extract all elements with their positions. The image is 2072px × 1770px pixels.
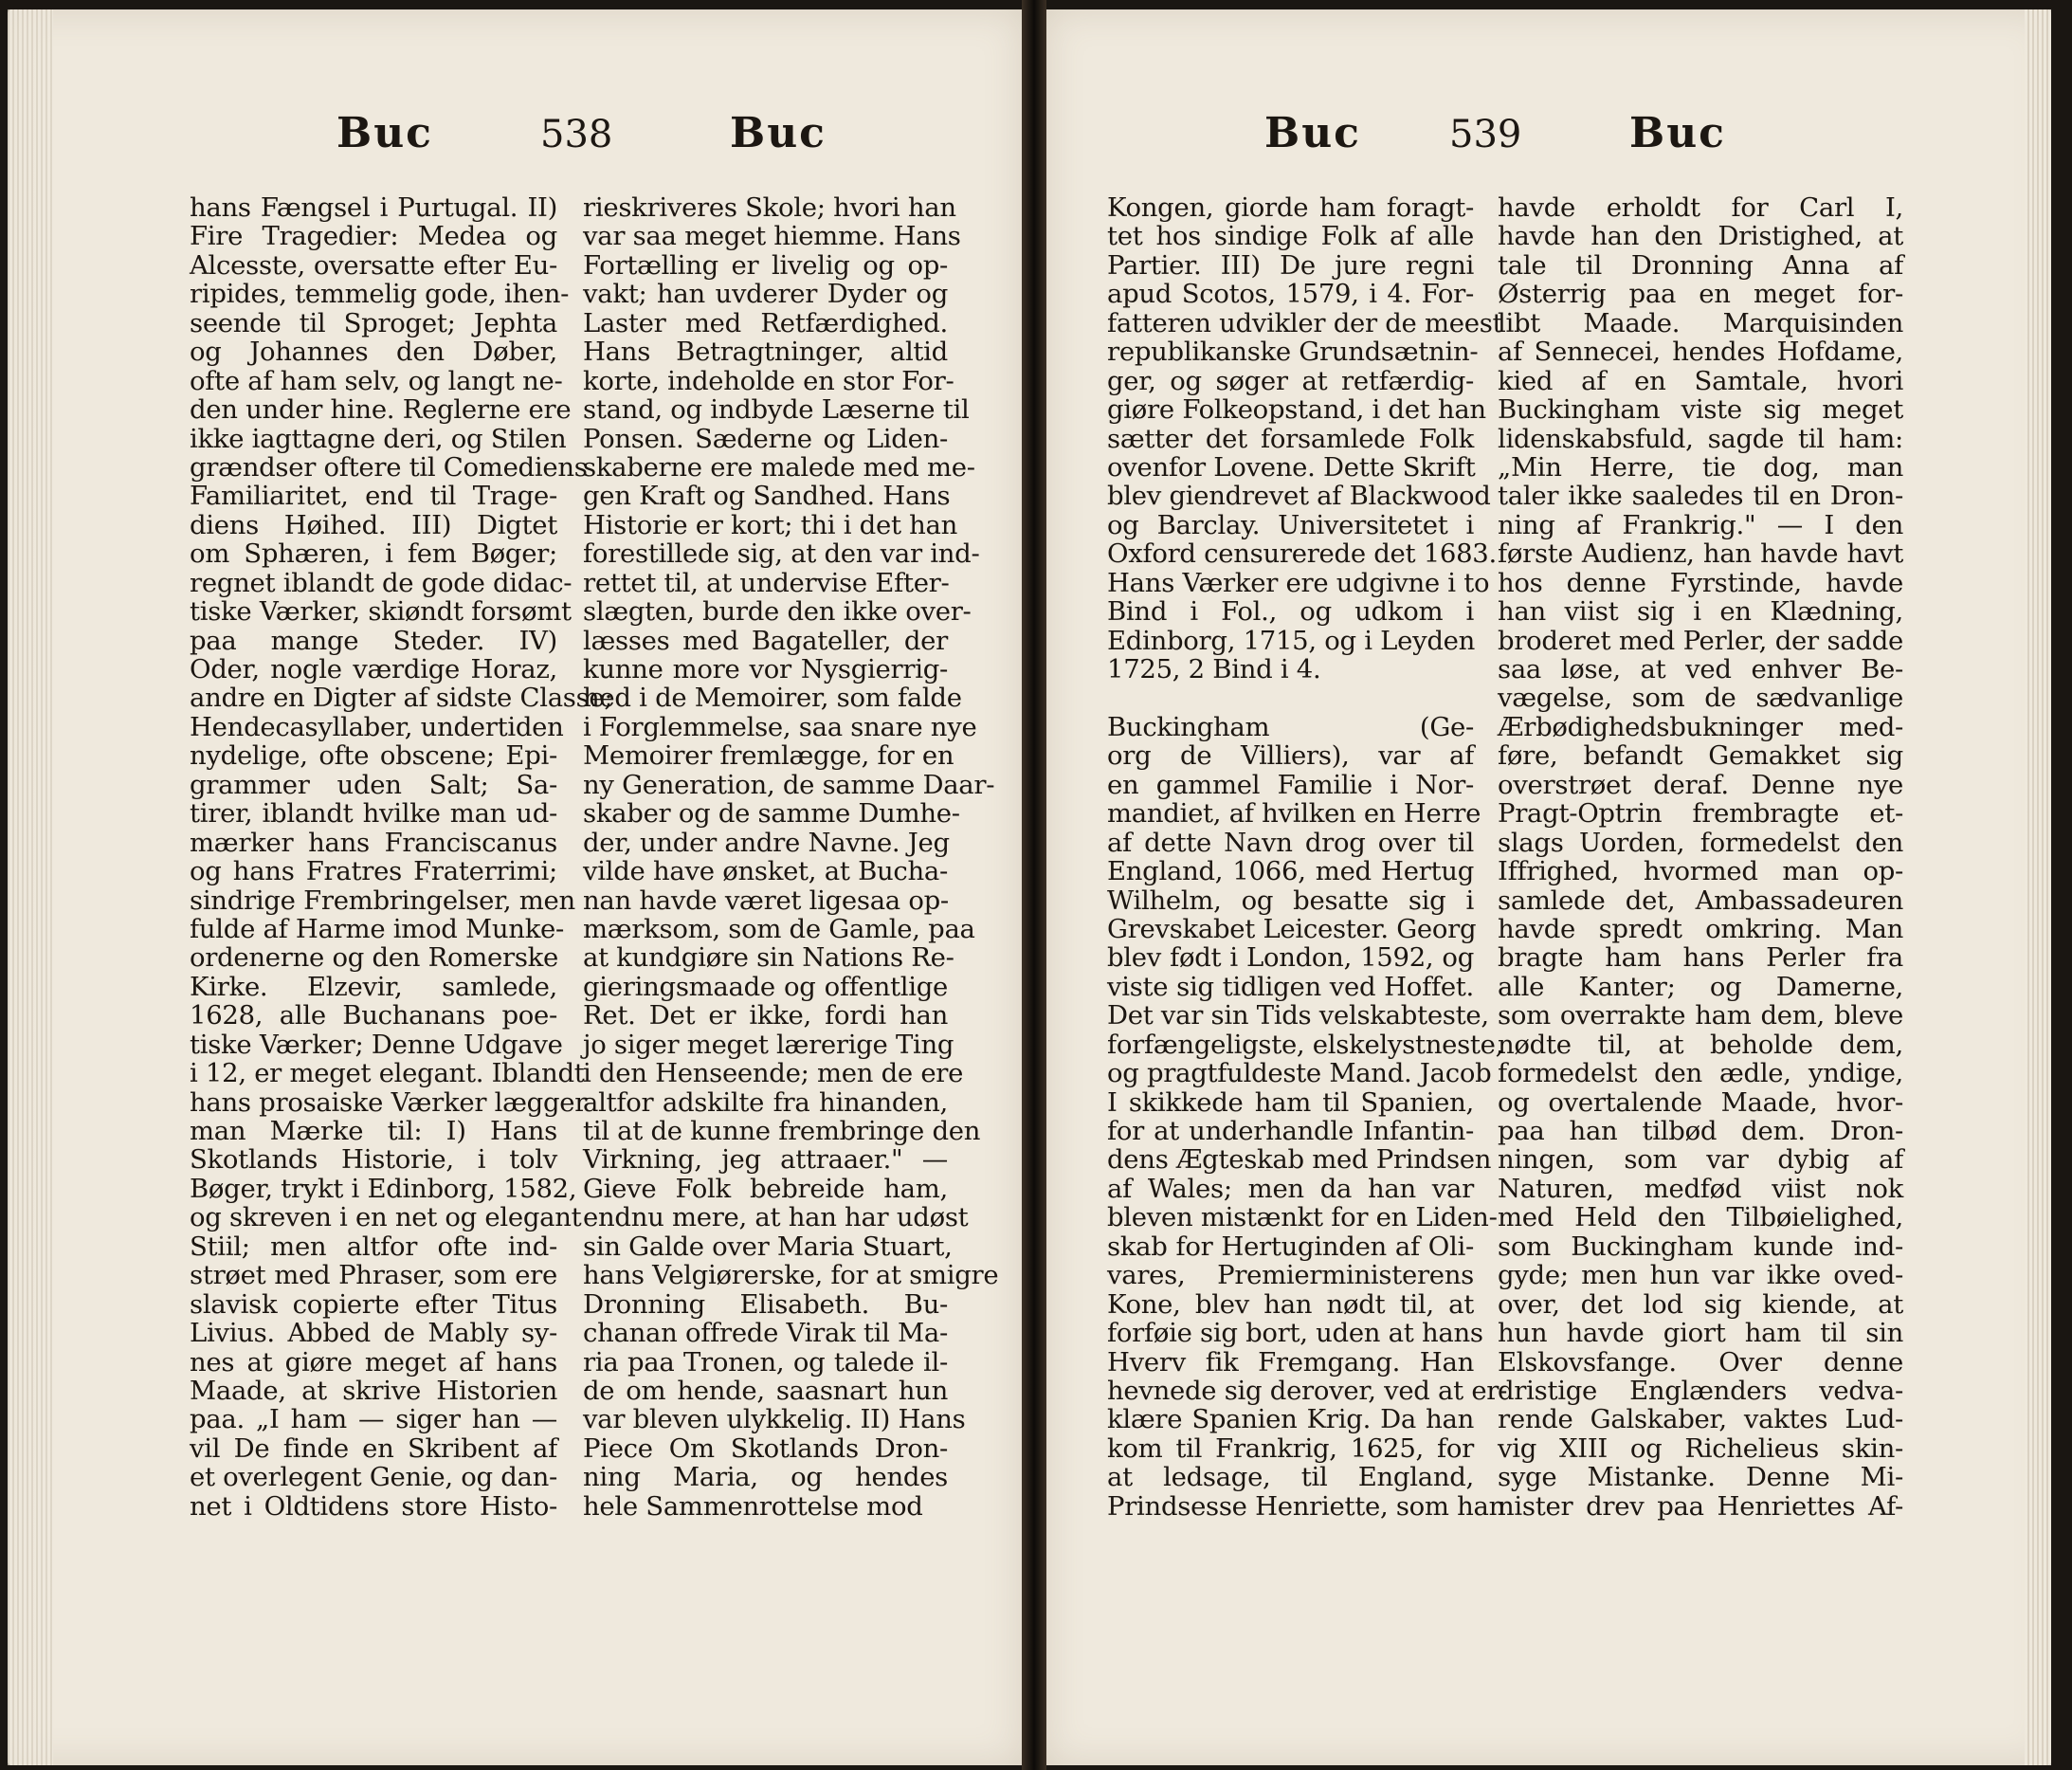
text-line: Virkning, jeg attraaer." — — [583, 1144, 948, 1176]
right-page-column-1 — [1107, 192, 1508, 1522]
text-line: 1628, alle Buchanans poe- — [190, 1000, 557, 1031]
text-line — [1107, 684, 1474, 712]
text-line: gieringsmaade og offentlige — [583, 971, 948, 1002]
text-line: hele Sammenrottelse mod — [583, 1490, 923, 1522]
text-line: Prindsesse Henriette, som han — [1107, 1490, 1506, 1522]
text-line: Ærbødighedsbukninger med- — [1498, 711, 1903, 742]
text-line: havde spredt omkring. Man — [1498, 913, 1903, 944]
text-line: hun havde giort ham til sin — [1498, 1318, 1903, 1349]
right-header-page-number: 539 — [1449, 113, 1522, 156]
text-line: nes at giøre meget af hans — [190, 1346, 557, 1378]
text-line: Bøger, trykt i Edinborg, 1582, — [190, 1173, 577, 1204]
text-line: nydelige, ofte obscene; Epi- — [190, 740, 557, 772]
text-line: Familiaritet, end til Trage- — [190, 481, 557, 512]
text-line: var saa meget hiemme. Hans — [583, 221, 961, 252]
text-line: formedelst den ædle, yndige, — [1498, 1058, 1903, 1089]
left-header-page-number: 538 — [540, 113, 613, 156]
text-line: mandiet, af hvilken en Herre — [1107, 798, 1481, 830]
text-line: og overtalende Maade, hvor- — [1498, 1086, 1903, 1118]
text-line: Piece Om Skotlands Dron- — [583, 1432, 948, 1464]
text-line: tiske Værker, skiøndt forsømt — [190, 596, 572, 628]
text-line: for at underhandle Infantin- — [1107, 1116, 1474, 1146]
text-line: Edinborg, 1715, og i Leyden — [1107, 625, 1476, 656]
text-line: „Min Herre, tie dog, man — [1498, 451, 1903, 483]
text-line: bragte ham hans Perler fra — [1498, 942, 1903, 974]
text-line: broderet med Perler, der sadde — [1498, 625, 1903, 656]
text-line: med Held den Tilbøielighed, — [1498, 1202, 1903, 1233]
text-line: Livius. Abbed de Mably sy- — [190, 1318, 557, 1349]
text-line: ger, og søger at retfærdig- — [1107, 365, 1474, 396]
text-line: syge Mistanke. Denne Mi- — [1498, 1462, 1903, 1493]
text-line: Elskovsfange. Over denne — [1498, 1346, 1903, 1378]
text-line: ny Generation, de samme Daar- — [583, 769, 995, 800]
text-line: slægten, burde den ikke over- — [583, 596, 972, 628]
text-line: kom til Frankrig, 1625, for — [1107, 1432, 1474, 1464]
text-line: Buckingham viste sig meget — [1498, 394, 1903, 426]
text-line: forestillede sig, at den var ind- — [583, 538, 980, 570]
text-line: Kone, blev han nødt til, at — [1107, 1288, 1474, 1320]
text-line: ripides, temmelig gode, ihen- — [190, 279, 570, 310]
text-line: en gammel Familie i Nor- — [1107, 769, 1474, 800]
text-line: ning Maria, og hendes — [583, 1462, 948, 1493]
text-line: Gieve Folk bebreide ham, — [583, 1173, 948, 1204]
text-line: ria paa Tronen, og talede il- — [583, 1346, 948, 1378]
text-line: som overrakte ham dem, bleve — [1498, 1000, 1903, 1031]
left-header-headword-left: Buc — [336, 109, 433, 157]
text-line: strøet med Phraser, som ere — [190, 1260, 557, 1291]
text-line: Ret. Det er ikke, fordi han — [583, 1000, 948, 1031]
text-line: Hverv fik Fremgang. Han — [1107, 1346, 1474, 1378]
text-line: seende til Sproget; Jephta — [190, 307, 557, 338]
text-line: mærksom, som de Gamle, paa — [583, 913, 975, 944]
text-line: overstrøet deraf. Denne nye — [1498, 769, 1903, 800]
text-line: tirer, iblandt hvilke man ud- — [190, 798, 557, 830]
text-line: Historie er kort; thi i det han — [583, 509, 958, 540]
text-line: hans prosaiske Værker lægger — [190, 1086, 588, 1118]
text-line: Laster med Retfærdighed. — [583, 307, 948, 338]
text-line: skaber og de samme Dumhe- — [583, 798, 960, 830]
text-line: korte, indeholde en stor For- — [583, 365, 954, 396]
text-line: apud Scotos, 1579, i 4. For- — [1107, 279, 1474, 310]
text-line: endnu mere, at han har udøst — [583, 1202, 969, 1233]
text-line: forfængeligste, elskelystneste, — [1107, 1029, 1504, 1060]
text-line: klære Spanien Krig. Da han — [1107, 1404, 1474, 1435]
text-line: Naturen, medfød viist nok — [1498, 1173, 1903, 1204]
text-line: taler ikke saaledes til en Dron- — [1498, 481, 1903, 512]
text-line: læsses med Bagateller, der — [583, 625, 948, 656]
text-line: ofte af ham selv, og langt ne- — [190, 365, 563, 396]
text-line: hed i de Memoirer, som falde — [583, 683, 962, 714]
text-line: et overlegent Genie, og dan- — [190, 1462, 558, 1493]
text-line: vakt; han uvderer Dyder og — [583, 279, 948, 310]
right-header-headword-left: Buc — [1264, 109, 1361, 157]
text-line: slavisk copierte efter Titus — [190, 1288, 557, 1320]
text-line: paa han tilbød dem. Dron- — [1498, 1116, 1903, 1146]
text-line: paa. „I ham — siger han — — [190, 1404, 557, 1435]
text-line: dristige Englænders vedva- — [1498, 1375, 1903, 1406]
text-line: rettet til, at undervise Efter- — [583, 567, 950, 598]
text-line: ningen, som var dybig af — [1498, 1144, 1903, 1176]
text-line: gen Kraft og Sandhed. Hans — [583, 481, 951, 512]
text-line: Kongen, giorde ham foragt- — [1107, 192, 1474, 223]
text-line: af Sennecei, hendes Hofdame, — [1498, 337, 1903, 368]
text-line: Bind i Fol., og udkom i — [1107, 596, 1474, 628]
text-line: giøre Folkeopstand, i det han — [1107, 394, 1486, 426]
left-page-column-1 — [190, 192, 613, 1522]
text-line: Oder, nogle værdige Horaz, — [190, 654, 557, 684]
text-line: Alcesste, oversatte efter Eu- — [190, 249, 557, 281]
left-page-column-2 — [583, 192, 999, 1522]
text-line: at kundgiøre sin Nations Re- — [583, 942, 954, 974]
text-line: og Johannes den Døber, — [190, 337, 557, 368]
text-line: nødte til, at beholde dem, — [1498, 1029, 1903, 1060]
text-line: vægelse, som de sædvanlige — [1498, 683, 1903, 714]
text-line: blev giendrevet af Blackwood — [1107, 481, 1491, 512]
text-line: over, det lod sig kiende, at — [1498, 1288, 1903, 1320]
text-line: viste sig tidligen ved Hoffet. — [1107, 971, 1474, 1002]
text-line: alle Kanter; og Damerne, — [1498, 971, 1903, 1002]
text-line: Ponsen. Sæderne og Liden- — [583, 423, 948, 454]
text-line: Pragt-Optrin frembragte et- — [1498, 798, 1903, 830]
text-line: Buckingham (Ge- — [1107, 711, 1474, 742]
text-line: slags Uorden, formedelst den — [1498, 827, 1903, 858]
left-page-edges — [8, 9, 53, 1765]
text-line: 1725, 2 Bind i 4. — [1107, 654, 1321, 684]
text-line: første Audienz, han havde havt — [1498, 538, 1903, 570]
text-line: den under hine. Reglerne ere — [190, 394, 572, 426]
text-line: Wilhelm, og besatte sig i — [1107, 885, 1474, 916]
text-line: rieskriveres Skole; hvori han — [583, 192, 956, 223]
text-line: Iffrighed, hvormed man op- — [1498, 856, 1903, 887]
text-line: grammer uden Salt; Sa- — [190, 769, 557, 800]
text-line: vil De finde en Skribent af — [190, 1432, 557, 1464]
text-line: Grevskabet Leicester. Georg — [1107, 913, 1477, 944]
text-line: Fire Tragedier: Medea og — [190, 221, 557, 252]
text-line: føre, befandt Gemakket sig — [1498, 740, 1903, 772]
text-line: man Mærke til: I) Hans — [190, 1116, 557, 1146]
text-line: nister drev paa Henriettes Af- — [1498, 1490, 1903, 1522]
text-line: England, 1066, med Hertug — [1107, 856, 1474, 887]
text-line: om Sphæren, i fem Bøger; — [190, 538, 557, 570]
text-line: sindrige Frembringelser, men — [190, 885, 575, 916]
left-header-headword-right: Buc — [730, 109, 827, 157]
text-line: Hans Værker ere udgivne i to — [1107, 567, 1490, 598]
text-line: til at de kunne frembringe den — [583, 1116, 981, 1146]
text-line: paa mange Steder. IV) — [190, 625, 557, 656]
text-line: af Wales; men da han var — [1107, 1173, 1474, 1204]
text-line: skab for Hertuginden af Oli- — [1107, 1231, 1474, 1262]
text-line: sætter det forsamlede Folk — [1107, 423, 1474, 454]
text-line: Kirke. Elzevir, samlede, — [190, 971, 557, 1002]
text-line: chanan offrede Virak til Ma- — [583, 1318, 948, 1349]
text-line: ning af Frankrig." — I den — [1498, 509, 1903, 540]
text-line: sin Galde over Maria Stuart, — [583, 1231, 953, 1262]
text-line: diens Høihed. III) Digtet — [190, 509, 557, 540]
left-page-header — [0, 109, 1022, 175]
text-line: tiske Værker; Denne Udgave — [190, 1029, 563, 1060]
text-line: samlede det, Ambassadeuren — [1498, 885, 1903, 916]
text-line: havde erholdt for Carl I, — [1498, 192, 1903, 223]
text-line: Partier. III) De jure regni — [1107, 249, 1474, 281]
text-line: gyde; men hun var ikke oved- — [1498, 1260, 1903, 1291]
text-line: altfor adskilte fra hinanden, — [583, 1086, 948, 1118]
text-line: jo siger meget lærerige Ting — [583, 1029, 954, 1060]
text-line: at ledsage, til England, — [1107, 1462, 1474, 1493]
text-line: hans Fængsel i Purtugal. II) — [190, 192, 557, 223]
text-line: i 12, er meget elegant. Iblandt — [190, 1058, 585, 1089]
text-line: hevnede sig derover, ved at er- — [1107, 1375, 1508, 1406]
text-line: fatteren udvikler der de meest — [1107, 307, 1503, 338]
right-page-header — [1046, 109, 2051, 175]
text-line: de om hende, saasnart hun — [583, 1375, 948, 1406]
text-line: kied af en Samtale, hvori — [1498, 365, 1903, 396]
text-line: i den Henseende; men de ere — [583, 1058, 964, 1089]
text-line: I skikkede ham til Spanien, — [1107, 1086, 1474, 1118]
text-line: Maade, at skrive Historien — [190, 1375, 557, 1406]
text-line: Memoirer fremlægge, for en — [583, 740, 954, 772]
text-line: libt Maade. Marquisinden — [1498, 307, 1903, 338]
text-line: grændser oftere til Comediens — [190, 451, 588, 483]
text-line: vig XIII og Richelieus skin- — [1498, 1432, 1903, 1464]
right-header-headword-right: Buc — [1629, 109, 1726, 157]
text-line: var bleven ulykkelig. II) Hans — [583, 1404, 966, 1435]
text-line: og pragtfuldeste Mand. Jacob — [1107, 1058, 1492, 1089]
text-line: saa løse, at ved enhver Be- — [1498, 654, 1903, 684]
text-line: hans Velgiørerske, for at smigre — [583, 1260, 999, 1291]
text-line: ordenerne og den Romerske — [190, 942, 558, 974]
text-line: forføie sig bort, uden at hans — [1107, 1318, 1483, 1349]
text-line: Skotlands Historie, i tolv — [190, 1144, 557, 1176]
text-line: Hans Betragtninger, altid — [583, 337, 948, 368]
text-line: fulde af Harme imod Munke- — [190, 913, 565, 944]
text-line: og skreven i en net og elegant — [190, 1202, 582, 1233]
text-line: net i Oldtidens store Histo- — [190, 1490, 557, 1522]
text-line: regnet iblandt de gode didac- — [190, 567, 573, 598]
right-page-edges — [2025, 9, 2051, 1765]
text-line: lidenskabsfuld, sagde til ham: — [1498, 423, 1903, 454]
text-line: og hans Fratres Fraterrimi; — [190, 856, 557, 887]
text-line: stand, og indbyde Læserne til — [583, 394, 970, 426]
text-line: Stiil; men altfor ofte ind- — [190, 1231, 557, 1262]
text-line: rende Galskaber, vaktes Lud- — [1498, 1404, 1903, 1435]
text-line: mærker hans Franciscanus — [190, 827, 557, 858]
text-line: Det var sin Tids velskabteste, — [1107, 1000, 1489, 1031]
text-line: af dette Navn drog over til — [1107, 827, 1474, 858]
text-line: Hendecasyllaber, undertiden — [190, 711, 564, 742]
text-line: org de Villiers), var af — [1107, 740, 1474, 772]
text-line: som Buckingham kunde ind- — [1498, 1231, 1903, 1262]
text-line: republikanske Grundsætnin- — [1107, 337, 1479, 368]
book-gutter — [1022, 0, 1046, 1770]
text-line: ovenfor Lovene. Dette Skrift — [1107, 451, 1476, 483]
text-line: hos denne Fyrstinde, havde — [1498, 567, 1903, 598]
text-line: tale til Dronning Anna af — [1498, 249, 1903, 281]
text-line: der, under andre Navne. Jeg — [583, 827, 950, 858]
text-line: Østerrig paa en meget for- — [1498, 279, 1903, 310]
text-line: skaberne ere malede med me- — [583, 451, 975, 483]
text-line: ikke iagttagne deri, og Stilen — [190, 423, 567, 454]
right-page-column-2 — [1498, 193, 1903, 1521]
text-line: kunne more vor Nysgierrig- — [583, 654, 948, 684]
text-line: dens Ægteskab med Prindsen — [1107, 1144, 1492, 1176]
text-line: vares, Premierministerens — [1107, 1260, 1474, 1291]
text-line: Oxford censurerede det 1683. — [1107, 538, 1497, 570]
text-line: blev født i London, 1592, og — [1107, 942, 1474, 974]
text-line: tet hos sindige Folk af alle — [1107, 221, 1474, 252]
text-line: vilde have ønsket, at Bucha- — [583, 856, 948, 887]
text-line: andre en Digter af sidste Classe; — [190, 683, 613, 714]
text-line: han viist sig i en Klædning, — [1498, 596, 1903, 628]
text-line: og Barclay. Universitetet i — [1107, 509, 1474, 540]
text-line: i Forglemmelse, saa snare nye — [583, 711, 977, 742]
text-line: Fortælling er livelig og op- — [583, 249, 948, 281]
text-line: Dronning Elisabeth. Bu- — [583, 1288, 948, 1320]
text-line: havde han den Dristighed, at — [1498, 221, 1903, 252]
text-line: bleven mistænkt for en Liden- — [1107, 1202, 1498, 1233]
text-line: nan havde været ligesaa op- — [583, 885, 949, 916]
